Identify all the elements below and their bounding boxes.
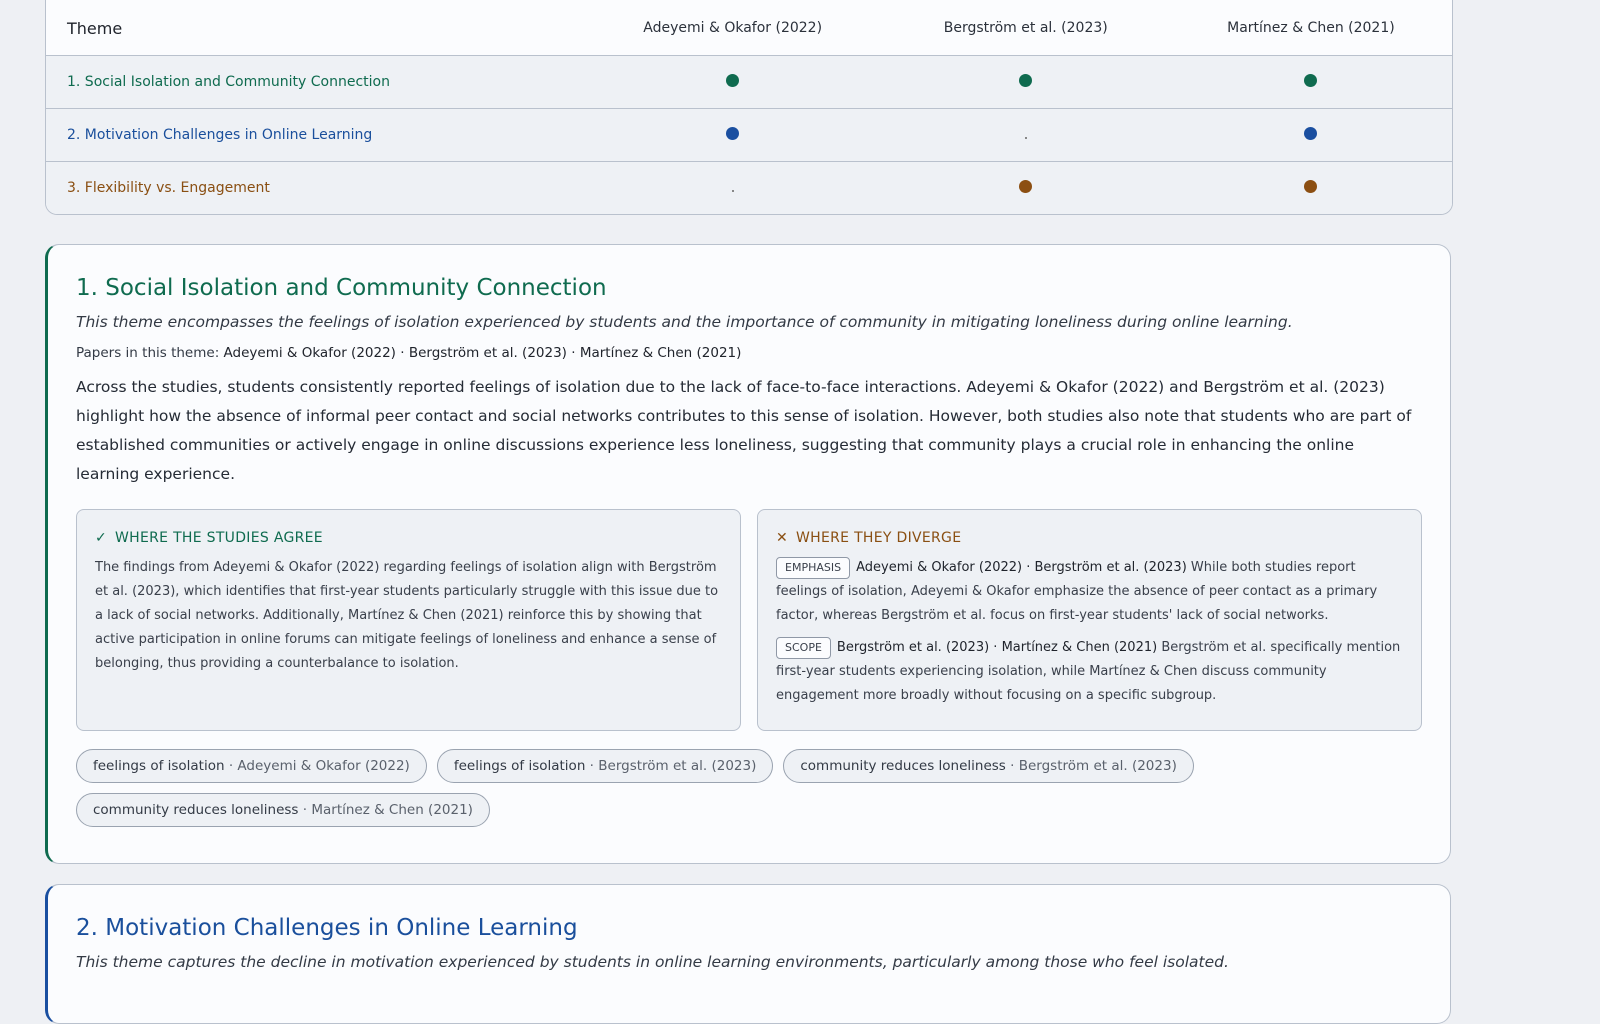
divergence-text: Bergström et al. specifically mention first-year students experiencing isolation, while Martínez & Chen discuss community engagement more broadly without focusing on a specific subgroup. — [776, 640, 1401, 703]
matrix-header-paper: Adeyemi & Okafor (2022) — [643, 20, 823, 36]
divergence-tag: EMPHASIS — [776, 557, 850, 579]
divergence-papers: Bergström et al. (2023) · Martínez & Chen (2021) — [836, 640, 1158, 655]
theme-description: This theme encompasses the feelings of isolation experienced by students and the importance of community in mitigating loneliness during online learning. — [76, 313, 1293, 331]
matrix-row-label[interactable]: 1. Social Isolation and Community Connection — [67, 74, 390, 90]
matrix-row-label[interactable]: 2. Motivation Challenges in Online Learning — [67, 127, 373, 143]
matrix-row-theme-1[interactable] — [46, 55, 1452, 108]
present-dot-icon — [1019, 74, 1032, 87]
theme-summary: Across the studies, students consistently reported feelings of isolation due to the lack of face-to-face interactions. Adeyemi & Okafor (2022) and Bergström et al. (2023) highlight how the absence of informal peer contact and social networks contributes to this sense of isolation. However, both studies also note that students who are part of established communities or actively engage in online discussions experience less loneliness, suggesting that community plays a crucial role in enhancing the online learning experience. — [76, 378, 1412, 483]
divergence-item — [776, 636, 1403, 708]
present-dot-icon — [1304, 127, 1317, 140]
theme-papers — [76, 345, 1422, 361]
agree-panel — [76, 509, 741, 731]
matrix-header-theme: Theme — [67, 18, 123, 38]
check-icon: ✓ — [95, 530, 108, 546]
theme-title: 1. Social Isolation and Community Connection — [76, 275, 607, 301]
absent-dot-icon — [732, 190, 734, 192]
code-chips — [76, 749, 1236, 827]
code-chip[interactable]: community reduces loneliness · Bergström et al. (2023) — [783, 749, 1193, 783]
diverge-panel-title: ✕ WHERE THEY DIVERGE — [776, 530, 962, 546]
matrix-row-theme-3[interactable] — [46, 161, 1452, 214]
matrix-header-paper: Bergström et al. (2023) — [943, 20, 1108, 36]
present-dot-icon — [1304, 180, 1317, 193]
divergence-item — [776, 556, 1403, 628]
theme-papers-list: Adeyemi & Okafor (2022) · Bergström et al. (2023) · Martínez & Chen (2021) — [223, 345, 742, 361]
cross-icon: ✕ — [776, 530, 789, 546]
theme-description: This theme captures the decline in motivation experienced by students in online learning environments, particularly among those who feel isolated. — [76, 953, 1229, 971]
agreement-divergence-panels — [76, 509, 1422, 731]
matrix-header-row — [46, 0, 1452, 55]
present-dot-icon — [1019, 180, 1032, 193]
agree-panel-title: ✓ WHERE THE STUDIES AGREE — [95, 530, 323, 546]
present-dot-icon — [726, 74, 739, 87]
theme-title: 2. Motivation Challenges in Online Learning — [76, 915, 578, 941]
agree-panel-text: The findings from Adeyemi & Okafor (2022) regarding feelings of isolation align with Bergström et al. (2023), which identifies that first-year students particularly struggle with this issue due to a lack of social networks. Additionally, Martínez & Chen (2021) reinforce this by showing that active participation in online forums can mitigate feelings of loneliness and enhance a sense of belonging, thus providing a counterbalance to isolation. — [95, 560, 719, 671]
theme-card-2 — [45, 884, 1451, 1024]
code-chip[interactable]: community reduces loneliness · Martínez & Chen (2021) — [76, 793, 490, 827]
matrix-row-theme-2[interactable] — [46, 108, 1452, 161]
code-chip[interactable]: feelings of isolation · Adeyemi & Okafor (2022) — [76, 749, 427, 783]
present-dot-icon — [726, 127, 739, 140]
theme-matrix-table — [45, 0, 1453, 215]
theme-papers-label: Papers in this theme: — [76, 345, 220, 361]
code-chip[interactable]: feelings of isolation · Bergström et al. (2023) — [437, 749, 774, 783]
divergence-tag: SCOPE — [776, 637, 831, 659]
absent-dot-icon — [1025, 137, 1027, 139]
matrix-row-label[interactable]: 3. Flexibility vs. Engagement — [67, 180, 270, 196]
diverge-panel — [757, 509, 1422, 731]
present-dot-icon — [1304, 74, 1317, 87]
theme-card-1 — [45, 244, 1451, 864]
divergence-papers: Adeyemi & Okafor (2022) · Bergström et al. (2023) — [856, 560, 1187, 575]
matrix-header-paper: Martínez & Chen (2021) — [1227, 20, 1395, 36]
divergence-text: While both studies report feelings of isolation, Adeyemi & Okafor emphasize the absence of peer contact as a primary factor, whereas Bergström et al. focus on first-year students' lack of social networks. — [776, 560, 1378, 623]
